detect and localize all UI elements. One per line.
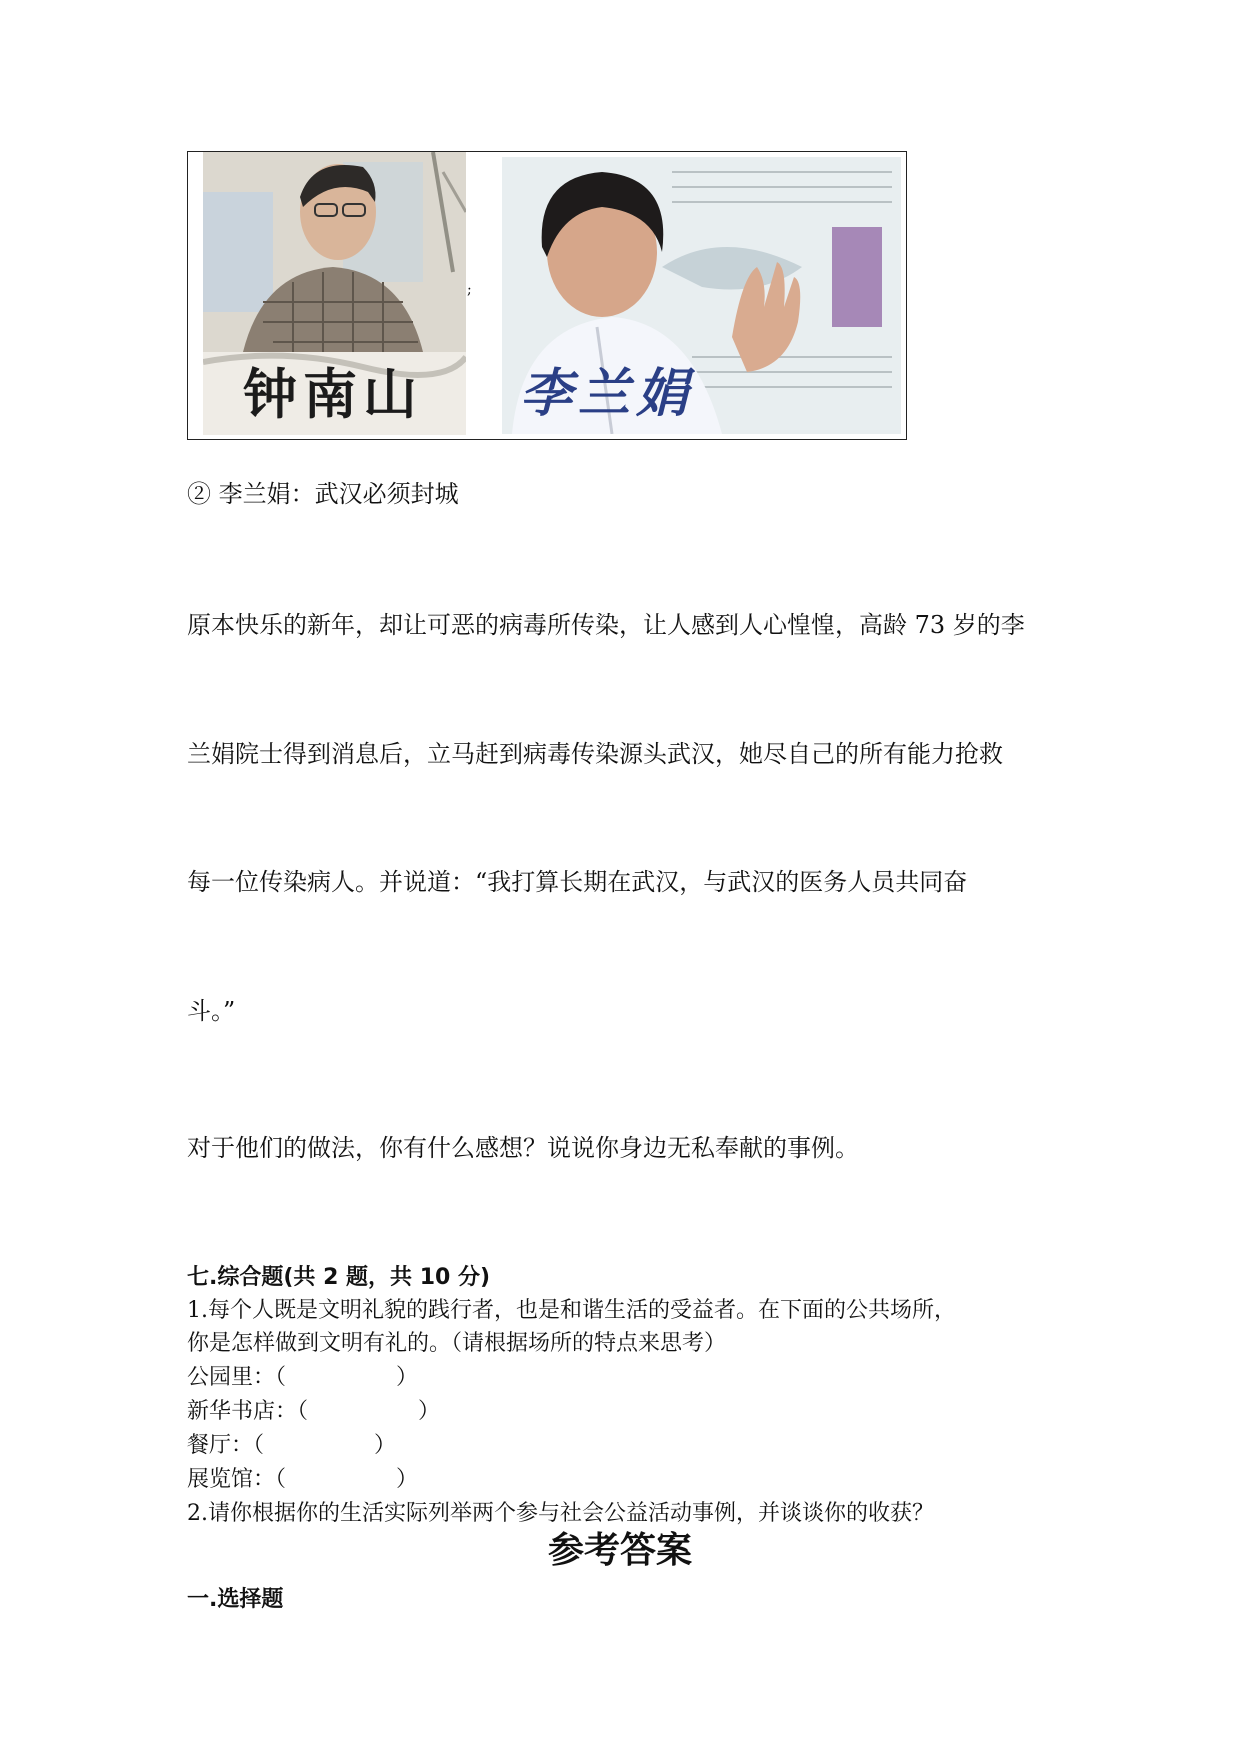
paragraph-line-1: 原本快乐的新年，却让可恶的病毒所传染，让人感到人心惶惶，高龄 73 岁的李 <box>187 611 1025 639</box>
blank-park: 公园里：（ ） <box>187 1365 419 1390</box>
q2-line: 2.请你根据你的生活实际列举两个参与社会公益活动事例，并谈谈你的收获？ <box>187 1501 934 1526</box>
reflection-question: 对于他们的做法，你有什么感想？说说你身边无私奉献的事例。 <box>187 1134 859 1162</box>
li-lanjuan-caption: 李兰娟 <box>520 364 695 424</box>
answers-section-1: 一.选择题 <box>187 1587 284 1612</box>
blank-bookstore: 新华书店：（ ） <box>187 1399 441 1424</box>
zhong-nanshan-photo <box>203 152 466 435</box>
paragraph-line-4: 斗。” <box>187 997 236 1025</box>
zhong-nanshan-caption: 钟南山 <box>243 363 423 426</box>
subheading: ② 李兰娟：武汉必须封城 <box>187 480 459 508</box>
photo-figure <box>187 151 907 440</box>
answers-title: 参考答案 <box>547 1530 692 1571</box>
blank-restaurant: 餐厅：（ ） <box>187 1433 397 1458</box>
section-7-heading: 七.综合题(共 2 题，共 10 分) <box>187 1265 491 1290</box>
blank-exhibition: 展览馆：（ ） <box>187 1467 419 1492</box>
li-lanjuan-photo <box>502 157 901 434</box>
semicolon-mark: ; <box>467 282 472 298</box>
q1-line-1: 1.每个人既是文明礼貌的践行者，也是和谐生活的受益者。在下面的公共场所， <box>187 1298 956 1323</box>
paragraph-line-2: 兰娟院士得到消息后，立马赶到病毒传染源头武汉，她尽自己的所有能力抢救 <box>187 740 1003 768</box>
q1-line-2: 你是怎样做到文明有礼的。（请根据场所的特点来思考） <box>187 1331 727 1356</box>
paragraph-line-3: 每一位传染病人。并说道：“我打算长期在武汉，与武汉的医务人员共同奋 <box>187 868 968 896</box>
